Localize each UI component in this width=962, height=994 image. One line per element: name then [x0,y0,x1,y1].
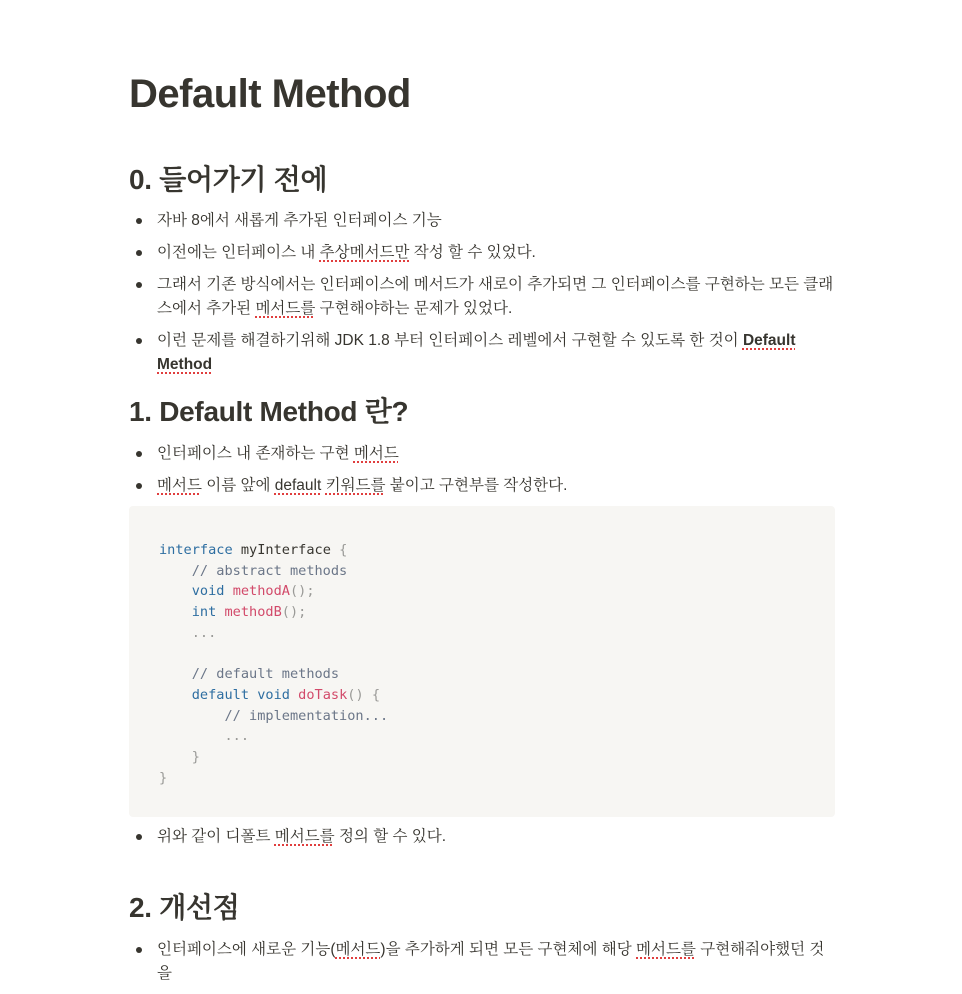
text-run: )을 추가하게 되면 모든 구현체에 해당 [380,941,637,958]
bullet-list-section-0 [129,209,835,385]
bullet-dot-icon [136,483,142,489]
heading-section-0[interactable]: 0. 들어가기 전에 [129,164,328,195]
code-token: { [339,542,348,558]
text-run: 구현해줘야했던 것을 [157,941,825,982]
bullet-dot-icon [136,947,142,953]
code-token: ... [159,624,217,641]
list-item-text [157,244,536,261]
code-token: } [159,769,168,786]
text-run: Method [157,356,213,373]
code-token: default [191,686,250,703]
text-run: 정의 할 수 있다. [334,828,447,845]
text-run: Default [742,332,796,349]
code-token [159,687,192,703]
page-title[interactable]: Default Method [129,72,411,116]
code-token: // default methods [159,666,340,683]
list-item[interactable] [129,938,835,986]
bullet-list-after-code [129,825,835,857]
code-token: interface [159,542,233,558]
text-run: 메서드를 [636,941,696,958]
text-run: 메서드를 [255,300,316,317]
code-token: myInterface [232,542,340,558]
code-token: ... [159,728,250,745]
list-item-text [157,212,442,229]
list-item-text [157,941,824,982]
code-token [216,604,224,620]
text-run: 추상메서드만 [319,244,410,261]
text-run: 인터페이스에 새로운 기능( [157,941,336,958]
bullet-dot-icon [136,250,142,256]
list-item-text [157,477,567,494]
list-item-text [157,276,833,317]
list-item[interactable] [129,241,835,265]
text-run: 이름 앞에 [201,477,275,494]
code-token [159,604,192,620]
text-run: 인터페이스 내 존재하는 구현 [157,445,354,462]
list-item[interactable] [129,273,835,321]
code-token: void [191,583,225,600]
text-run: 붙이고 구현부를 작성한다. [385,477,568,494]
text-run: 메서드를 [274,828,335,845]
code-token: methodA [232,583,290,600]
code-token: // implementation... [159,707,389,724]
bullet-dot-icon [136,338,142,344]
text-run: 키워드를 [325,477,386,494]
code-token: methodB [224,604,282,621]
bullet-dot-icon [136,834,142,840]
text-run: 작성 할 수 있었다. [409,244,536,261]
text-run: 메서드 [353,445,399,462]
bullet-dot-icon [136,451,142,457]
text-run: 그래서 기존 방식에서는 인터페이스에 메서드가 새로이 추가되면 그 인터페이스를 구현하는 모든 클래스에서 추가된 [157,276,834,317]
list-item-text [157,828,446,845]
bullet-list-section-2 [129,938,835,994]
bullet-dot-icon [136,282,142,288]
code-token: (); [281,604,307,621]
text-run: 위와 같이 디폴트 [157,828,275,845]
text-run: default [274,477,322,494]
code-token: void [257,686,290,703]
list-item[interactable] [129,825,835,849]
list-item[interactable] [129,209,835,233]
text-run: 자바 8에서 새롭게 추가된 인터페이스 기능 [157,212,442,229]
heading-section-2[interactable]: 2. 개선점 [129,892,240,923]
bullet-dot-icon [136,218,142,224]
code-token: // abstract methods [159,562,348,579]
text-run: 이런 문제를 해결하기위해 JDK 1.8 부터 인터페이스 레벨에서 구현할 수 있도록 한 것이 [157,332,743,349]
list-item-text [157,332,796,373]
code-token: () { [347,686,381,703]
list-item-text [157,445,399,462]
text-run: 이전에는 인터페이스 내 [157,244,320,261]
code-content[interactable] [159,540,805,788]
code-token: doTask [298,686,348,703]
text-run: 메서드 [335,941,381,958]
list-item[interactable] [129,442,835,466]
code-token: int [191,604,217,621]
code-token [159,583,192,599]
code-token [249,687,257,703]
text-run: 구현해야하는 문제가 있었다. [315,300,513,317]
code-token [225,583,233,599]
bullet-list-section-1 [129,442,835,506]
text-run: 메서드 [157,477,202,494]
code-token: } [159,749,200,766]
code-block[interactable] [129,506,835,817]
heading-section-1[interactable]: 1. Default Method 란? [129,396,409,427]
list-item[interactable] [129,474,835,498]
code-token [290,687,298,703]
list-item[interactable] [129,329,835,377]
code-token: (); [289,583,315,600]
